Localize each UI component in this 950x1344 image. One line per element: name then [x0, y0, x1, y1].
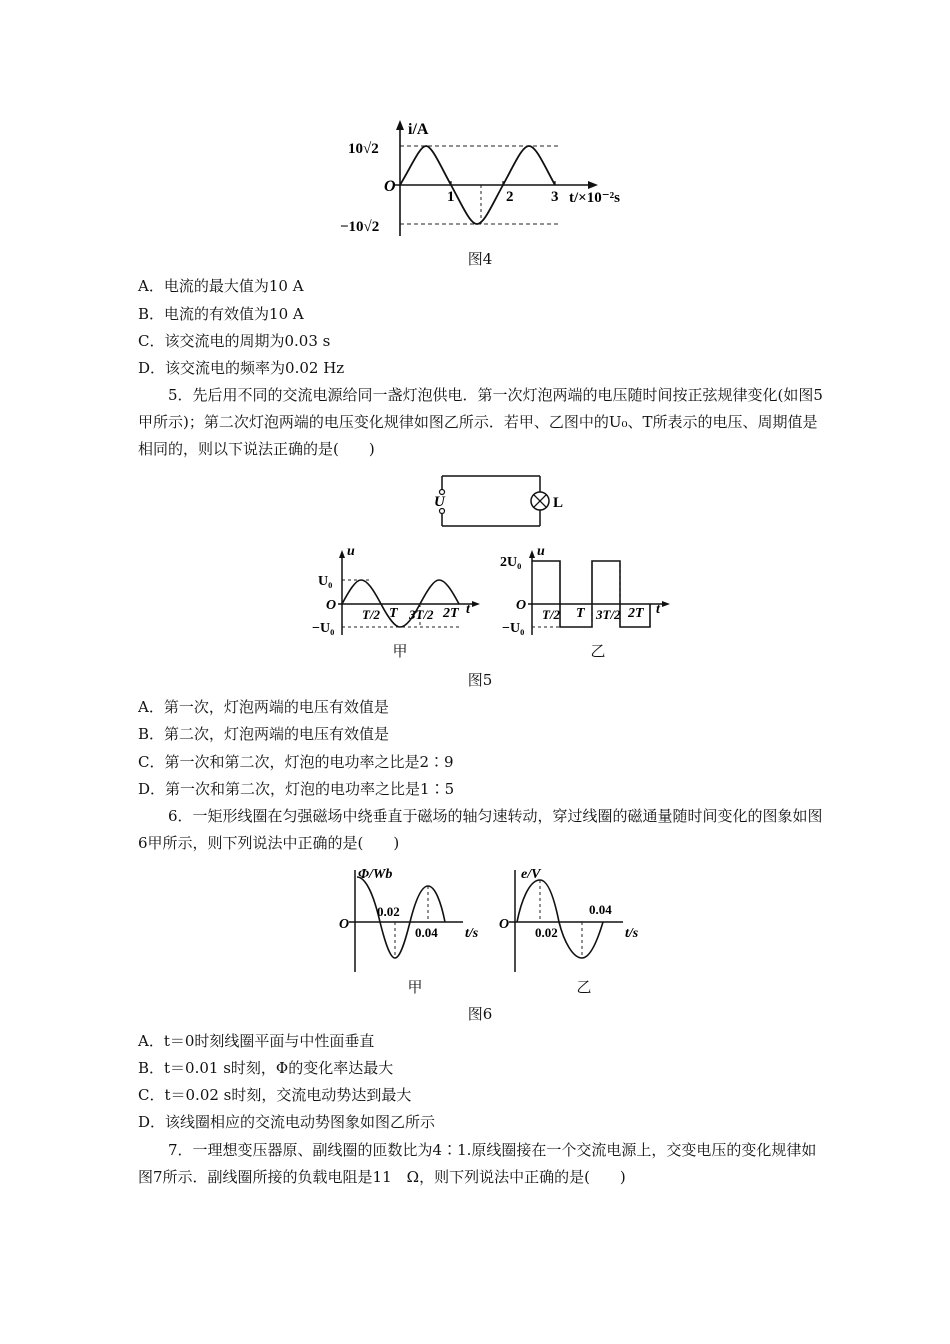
- q5-option-c: C．第一次和第二次，灯泡的电功率之比是2∶9: [138, 753, 454, 771]
- q6-option-a: A．t＝0时刻线圈平面与中性面垂直: [138, 1032, 375, 1050]
- q6-option-d: D．该线圈相应的交流电动势图象如图乙所示: [138, 1113, 436, 1131]
- fig5-jia-t-label: t: [466, 602, 470, 617]
- q6-option-b: B．t＝0.01 s时刻，Φ的变化率达最大: [138, 1059, 394, 1077]
- fig6-jia-origin: O: [339, 917, 350, 932]
- fig6-jia-t-label: t/s: [465, 926, 479, 941]
- flux-cosine-curve: [357, 877, 445, 958]
- fig6-yi-e-label: e/V: [521, 867, 541, 882]
- fig5-yi-t-label: t: [656, 602, 660, 617]
- fig6-yi-tick-004: 0.04: [589, 902, 612, 917]
- fig5-jia-t-two: 2T: [443, 606, 459, 621]
- fig5-jia-origin: O: [326, 598, 337, 613]
- fig5-jia-neg-u0-label: −U₀: [312, 621, 335, 636]
- fig4-ymax-label: 10√2: [348, 141, 379, 157]
- fig5-yi-label: 乙: [590, 642, 606, 660]
- fig6-jia-label: 甲: [407, 978, 423, 996]
- lamp-icon: [531, 492, 549, 510]
- q6-option-c: C．t＝0.02 s时刻，交流电动势达到最大: [138, 1086, 412, 1104]
- fig6-yi-label: 乙: [576, 978, 592, 996]
- q4-option-d: D．该交流电的频率为0.02 Hz: [138, 359, 345, 377]
- fig5-jia-t-half: T/2: [362, 607, 381, 622]
- fig5-yi-t-two: 2T: [628, 606, 644, 621]
- q5-stem: 5．先后用不同的交流电源给同一盏灯泡供电．第一次灯泡两端的电压随时间按正弦规律变化(如图5甲所示)；第二次灯泡两端的电压变化规律如图乙所示．若甲、乙图中的U₀、T所表示的电压、周期值是相同的，则以下说法正确的是( ): [138, 386, 823, 458]
- fig5-caption: 图5: [467, 671, 493, 689]
- q4-option-c: C．该交流电的周期为0.03 s: [138, 332, 331, 350]
- figure-6-yi-emf-graph: [495, 862, 655, 974]
- fig5-yi-t-three-half: 3T/2: [596, 607, 621, 622]
- fig6-yi-origin: O: [499, 917, 510, 932]
- q7-stem: 7．一理想变压器原、副线圈的匝数比为4∶1.原线圈接在一个交流电源上，交变电压的变化规律如图7所示．副线圈所接的负载电阻是11 Ω，则下列说法中正确的是( ): [138, 1141, 817, 1186]
- fig4-ymin-label: −10√2: [340, 219, 380, 235]
- fig6-jia-tick-002: 0.02: [377, 904, 400, 919]
- figure-5-circuit: [420, 470, 564, 532]
- q5-option-a: A．第一次，灯泡两端的电压有效值是: [138, 698, 389, 716]
- emf-sine-curve: [517, 880, 603, 958]
- fig5-yi-neg-u0-label: −U₀: [502, 621, 525, 636]
- fig4-origin: O: [384, 178, 396, 195]
- fig5-yi-t-one: T: [576, 606, 585, 621]
- fig5-jia-t-three-half: 3T/2: [409, 607, 434, 622]
- figure-5-jia-graph: [310, 545, 485, 635]
- fig5-yi-t-half: T/2: [542, 607, 561, 622]
- q5-option-d: D．第一次和第二次，灯泡的电功率之比是1∶5: [138, 780, 455, 798]
- fig5-jia-u0-label: U₀: [318, 574, 333, 589]
- fig6-yi-tick-002: 0.02: [535, 925, 558, 940]
- fig5-yi-2u0-label: 2U₀: [500, 555, 522, 570]
- circuit-source-label: U: [434, 494, 445, 510]
- q6-stem: 6．一矩形线圈在匀强磁场中绕垂直于磁场的轴匀速转动，穿过线圈的磁通量随时间变化的图象如图6甲所示，则下列说法中正确的是( ): [138, 807, 823, 852]
- figure-6-jia-flux-graph: [335, 862, 495, 974]
- fig4-x-tick-3: 3: [551, 189, 559, 205]
- fig5-yi-origin: O: [516, 598, 527, 613]
- fig6-jia-phi-label: Φ/Wb: [358, 867, 393, 882]
- fig6-caption: 图6: [467, 1005, 493, 1023]
- fig6-jia-tick-004: 0.04: [415, 925, 438, 940]
- fig4-caption: 图4: [467, 250, 493, 268]
- fig5-yi-u-label: u: [537, 544, 545, 559]
- fig4-x-tick-1: 1: [447, 189, 455, 205]
- fig4-x-label: t/×10⁻²s: [569, 190, 620, 206]
- fig5-jia-t-one: T: [389, 606, 398, 621]
- q5-option-b: B．第二次，灯泡两端的电压有效值是: [138, 725, 390, 743]
- fig4-y-label: i/A: [408, 121, 429, 138]
- fig5-jia-label: 甲: [392, 642, 408, 660]
- fig5-jia-u-label: u: [347, 544, 355, 559]
- figure-5-yi-graph: [500, 545, 675, 635]
- fig6-yi-t-label: t/s: [625, 926, 639, 941]
- circuit-lamp-label: L: [553, 495, 564, 511]
- figure-4-current-graph: [340, 118, 640, 243]
- q4-option-a: A．电流的最大值为10 A: [138, 277, 304, 295]
- fig4-x-tick-2: 2: [506, 189, 514, 205]
- q4-option-b: B．电流的有效值为10 A: [138, 305, 304, 323]
